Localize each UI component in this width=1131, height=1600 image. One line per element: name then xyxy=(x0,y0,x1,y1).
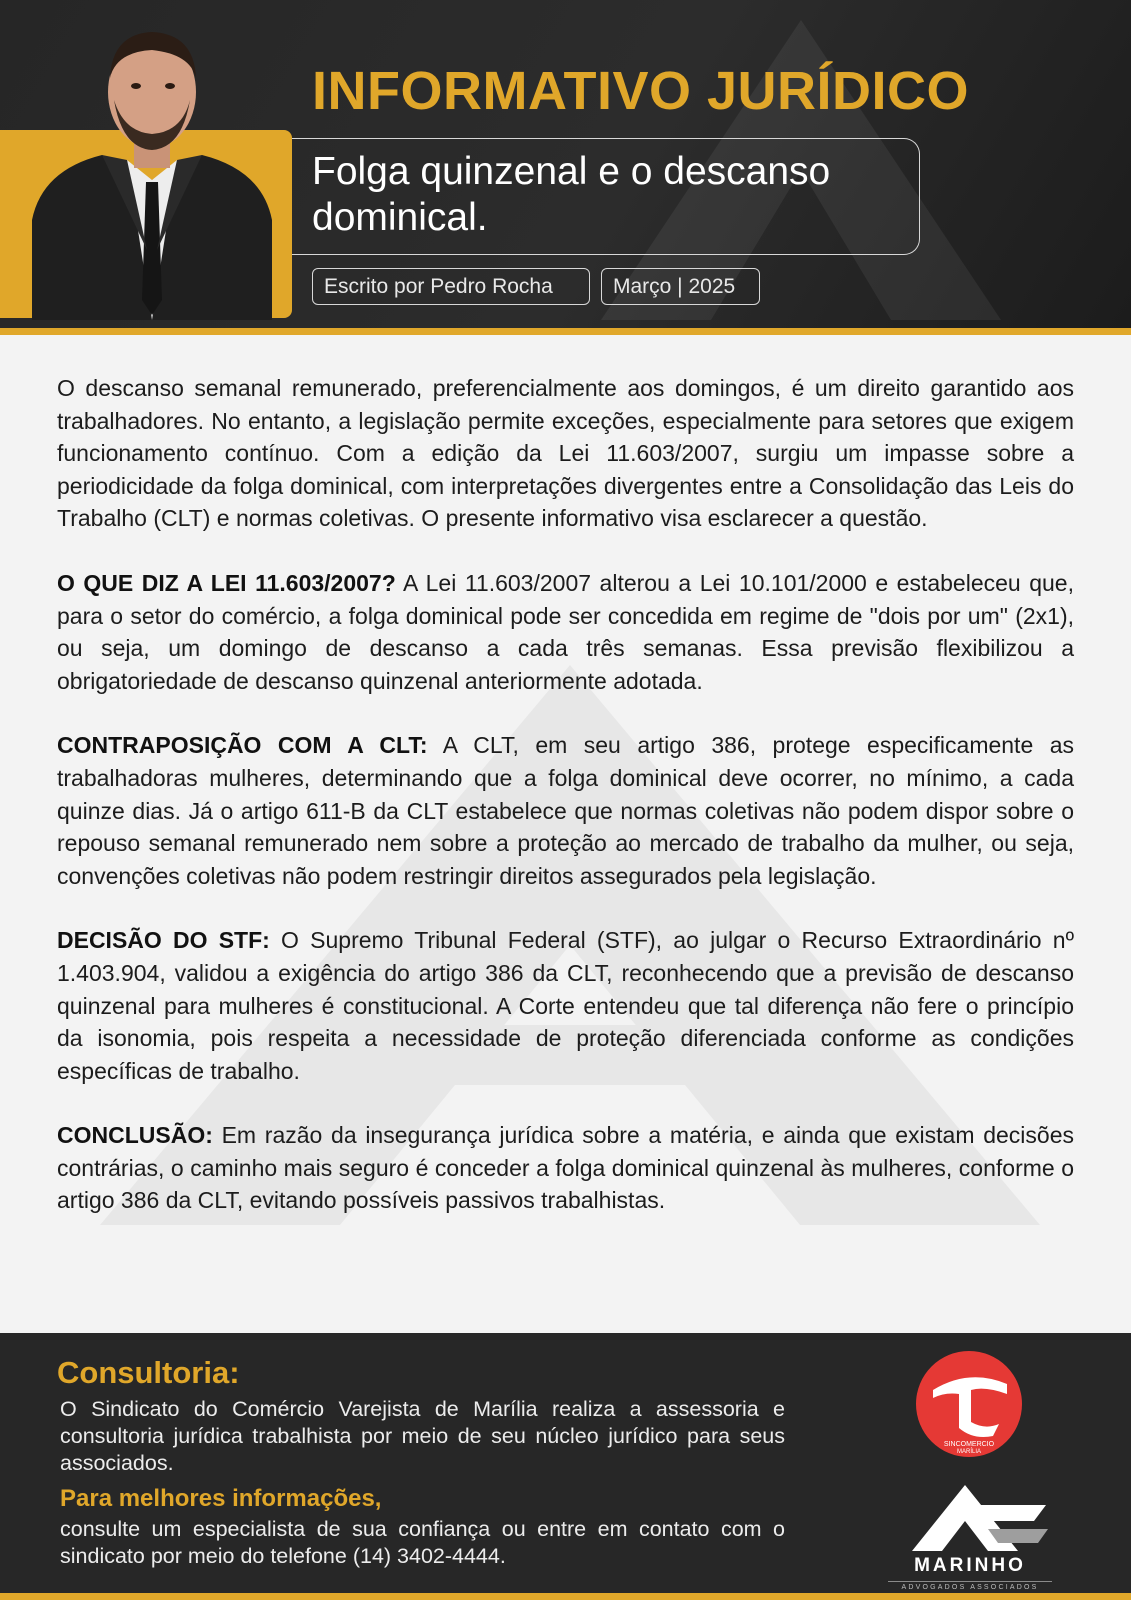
intro-paragraph: O descanso semanal remunerado, preferencialmente aos domingos, é um direito garantido aos trabalhadores. No entanto, a legislação permite exceções, especialmente para setores que exigem funcionamento contínuo. Com a edição da Lei 11.603/2007, surgiu um impasse sobre a periodicidade da folga dominical, com interpretações divergentes entre a Consolidação das Leis do Trabalho (CLT) e normas coletivas. O presente informativo visa esclarecer a questão. xyxy=(57,375,1074,532)
header-divider xyxy=(0,328,1131,335)
svg-text:MARÍLIA: MARÍLIA xyxy=(956,1449,982,1455)
article-text xyxy=(57,372,1074,1249)
section-heading: O QUE DIZ A LEI 11.603/2007? xyxy=(57,569,396,596)
section-conclusao xyxy=(57,1119,1074,1217)
subtitle-frame xyxy=(292,138,920,255)
author-badge: Escrito por Pedro Rocha xyxy=(312,268,590,305)
footer-divider xyxy=(0,1593,1131,1600)
page-title: INFORMATIVO JURÍDICO xyxy=(312,61,969,121)
sindicato-logo-icon xyxy=(915,1350,1023,1458)
footer xyxy=(0,1333,1131,1600)
section-text: O Supremo Tribunal Federal (STF), ao julgar o Recurso Extraordinário nº 1.403.904, validou a exigência do artigo 386 da CLT, reconhecendo que a previsão de descanso quinzenal para mulheres é constitucional. A Corte entendeu que tal diferença não fere o princípio da isonomia, pois respeita a necessidade de proteção diferenciada conforme as condições específicas de trabalho. xyxy=(57,927,1075,1084)
article-subtitle: Folga quinzenal e o descanso dominical. xyxy=(312,150,831,239)
svg-text:SINCOMERCIO: SINCOMERCIO xyxy=(943,1441,995,1448)
article-body xyxy=(0,335,1131,1333)
section-heading: CONTRAPOSIÇÃO COM A CLT: xyxy=(57,732,428,759)
author-portrait xyxy=(32,20,272,320)
info-title: Para melhores informações, xyxy=(60,1485,382,1512)
consult-title: Consultoria: xyxy=(57,1355,240,1390)
consult-text: O Sindicato do Comércio Varejista de Marília realiza a assessoria e consultoria jurídica trabalhista por meio de seu núcleo jurídico para seus associados. xyxy=(60,1397,785,1475)
section-heading: DECISÃO DO STF: xyxy=(57,927,270,954)
section-text: Em razão da insegurança jurídica sobre a matéria, e ainda que existam decisões contrárias, o caminho mais seguro é conceder a folga dominical quinzenal às mulheres, conforme o artigo 386 da CLT, evitando possíveis passivos trabalhistas. xyxy=(57,1122,1074,1214)
section-text: A CLT, em seu artigo 386, protege especificamente as trabalhadoras mulheres, determinando que a folga dominical deve ocorrer, no mínimo, a cada quinze dias. Já o artigo 611-B da CLT estabelece que normas coletivas não podem dispor sobre o repouso semanal remunerado nem sobre a proteção ao mercado de trabalho da mulher, ou seja, convenções coletivas não podem restringir direitos assegurados pela legislação. xyxy=(57,732,1075,889)
section-heading: CONCLUSÃO: xyxy=(57,1122,213,1149)
marinho-logo-icon xyxy=(910,1483,1050,1553)
marinho-subtitle: ADVOGADOS ASSOCIADOS xyxy=(888,1581,1052,1591)
info-text: consulte um especialista de sua confiança ou entre em contato com o sindicato por meio do telefone (14) 3402-4444. xyxy=(60,1517,785,1568)
header-banner xyxy=(0,0,1131,334)
section-text: A Lei 11.603/2007 alterou a Lei 10.101/2000 e estabeleceu que, para o setor do comércio, a folga dominical pode ser concedida em regime de "dois por um" (2x1), ou seja, um domingo de descanso a cada três semanas. Essa previsão flexibilizou a obrigatoriedade de descanso quinzenal anteriormente adotada. xyxy=(57,569,1074,694)
marinho-name: MARINHO xyxy=(914,1555,1026,1576)
section-lei xyxy=(57,567,1074,697)
section-stf xyxy=(57,924,1074,1087)
section-clt xyxy=(57,729,1074,892)
date-badge: Março | 2025 xyxy=(601,268,760,305)
